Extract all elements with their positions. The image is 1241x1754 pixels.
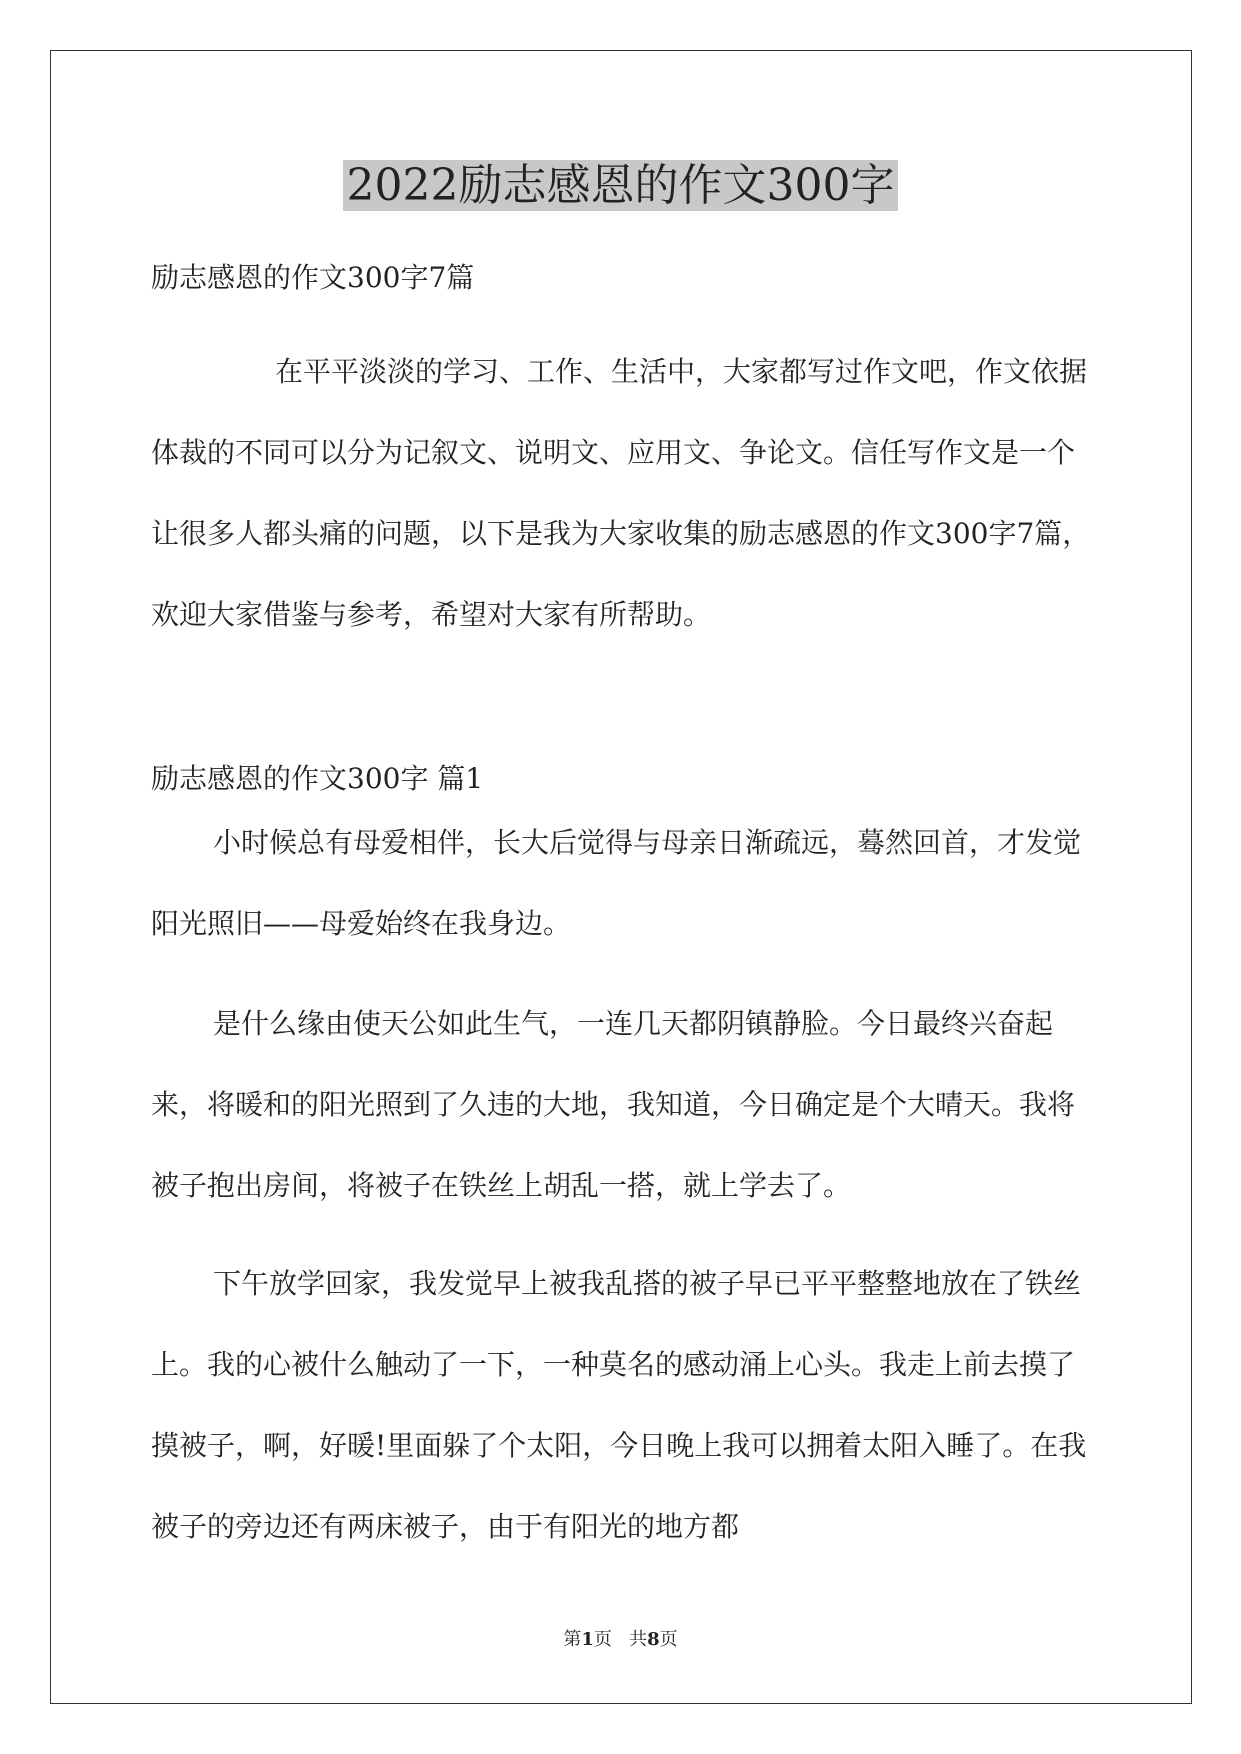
- body-paragraph-2: 是什么缘由使天公如此生气，一连几天都阴镇静脸。今日最终兴奋起来，将暖和的阳光照到了久违的大地，我知道，今日确定是个大晴天。我将被子抱出房间，将被子在铁丝上胡乱一搭，就上学去了。: [151, 1007, 1076, 1202]
- footer-page-number: 1: [581, 1629, 594, 1650]
- body-paragraph-1: 小时候总有母爱相伴，长大后觉得与母亲日渐疏远，蓦然回首，才发觉阳光照旧——母爱始终在我身边。: [151, 826, 1082, 940]
- document-title: [0, 156, 1241, 216]
- footer-total-unit: 页: [659, 1629, 678, 1650]
- body-paragraph-3: 下午放学回家，我发觉早上被我乱搭的被子早已平平整整地放在了铁丝上。我的心被什么触动了一下，一种莫名的感动涌上心头。我走上前去摸了摸被子，啊，好暖!里面躲了个太阳，今日晚上我可以拥着太阳入睡了。在我被子的旁边还有两床被子，由于有阳光的地方都: [151, 1267, 1087, 1543]
- footer-total-pages: 8: [647, 1629, 660, 1650]
- section-heading: 励志感恩的作文300字 篇1: [151, 762, 484, 795]
- intro-paragraph: 在平平淡淡的学习、工作、生活中，大家都写过作文吧，作文依据体裁的不同可以分为记叙文、说明文、应用文、争论文。信任写作文是一个让很多人都头痛的问题，以下是我为大家收集的励志感恩的作文300字7篇，欢迎大家借鉴与参考，希望对大家有所帮助。: [151, 355, 1091, 631]
- page-footer: [0, 1628, 1241, 1652]
- document-subtitle: 励志感恩的作文300字7篇: [151, 261, 475, 294]
- title-text: 2022励志感恩的作文300字: [343, 160, 899, 211]
- footer-total-prefix: 共: [629, 1629, 648, 1650]
- footer-prefix: 第: [563, 1629, 582, 1650]
- footer-page-unit: 页: [593, 1629, 612, 1650]
